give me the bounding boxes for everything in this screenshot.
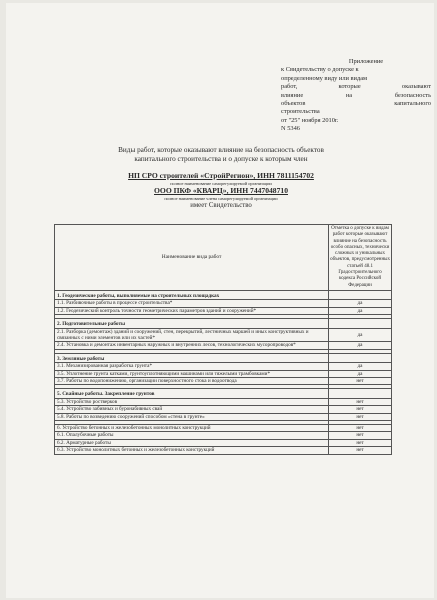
work-name-cell: 5.4. Устройство забивных и буронабивных свай [55, 406, 329, 413]
document-page [6, 3, 434, 598]
permit-cell: нет [329, 378, 392, 385]
table-row [55, 447, 392, 454]
work-name-cell: 5.8. Работы по возведению сооружений способом «стена в грунте» [55, 413, 329, 420]
table-row [55, 370, 392, 377]
appendix-number: N 5346 [281, 125, 300, 133]
sro-name: НП СРО строителей «СтройРегион», ИНН 7811154702 [128, 171, 314, 180]
permit-cell: да [329, 328, 392, 342]
permit-cell: да [329, 300, 392, 307]
column-header-permit: Отметка о допуске к видам работ которые оказывают влияние на безопасность особо опасных, технически сложных и уникальных объектов, предусмотренных статьей 48.1 Градостроительного кодекса Российской Федерации [329, 225, 392, 291]
work-name-cell: 1.1. Разбивочные работы в процессе строительства* [55, 300, 329, 307]
work-name-cell: 1. Геодезические работы, выполняемые на строительных площадках [55, 290, 329, 299]
permit-cell [329, 389, 392, 398]
appendix-date: от "25" ноября 2010г. [281, 116, 339, 124]
appendix-block [281, 58, 431, 134]
table-section-row [55, 290, 392, 299]
work-name-cell: 3. Земляные работы [55, 353, 329, 362]
table-row [55, 398, 392, 405]
permit-cell: нет [329, 432, 392, 439]
permit-cell: да [329, 342, 392, 349]
work-name-cell: 6.2. Арматурные работы [55, 439, 329, 446]
permit-cell [329, 290, 392, 299]
works-table [54, 224, 392, 455]
work-name-cell: 5. Свайные работы. Закрепление грунтов [55, 389, 329, 398]
table-row [55, 439, 392, 446]
table-section-row [55, 319, 392, 328]
table-row [55, 307, 392, 314]
table-row [55, 328, 392, 342]
permit-cell: да [329, 363, 392, 370]
permit-cell: нет [329, 425, 392, 432]
member-name: ООО ПКФ «КВАРЦ», ИНН 7447048710 [154, 186, 288, 195]
appendix-line: строительства [281, 108, 320, 116]
permit-cell: нет [329, 406, 392, 413]
heading-line-2: капитального строительства и о допуске к которым член [134, 155, 308, 164]
work-name-cell: 2.1. Разборка (демонтаж) зданий и сооружений, стен, перекрытий, лестничных маршей и иных конструктивных и связанных с ними элементов или их частей* [55, 328, 329, 342]
permit-cell: нет [329, 439, 392, 446]
appendix-line: объектов капитального [281, 100, 431, 108]
work-name-cell: 3.5. Уплотнение грунта катками, грунтоуплотняющими машинами или тяжелыми трамбовками* [55, 370, 329, 377]
column-header-name: Наименование вида работ [55, 225, 329, 291]
work-name-cell: 5.3. Устройство ростверков [55, 398, 329, 405]
appendix-line: к Свидетельству о допуске к [281, 66, 359, 74]
table-header-row [55, 225, 392, 291]
table-section-row [55, 389, 392, 398]
work-name-cell: 6.1. Опалубочные работы [55, 432, 329, 439]
heading-line-1: Виды работ, которые оказывают влияние на безопасность объектов [118, 146, 324, 154]
table-row [55, 425, 392, 432]
heading-line-3: имеет Свидетельство [190, 202, 252, 209]
permit-cell: да [329, 370, 392, 377]
work-name-cell: 6.3. Устройство монолитных бетонных и железобетонных конструкций [55, 447, 329, 454]
permit-cell: нет [329, 447, 392, 454]
appendix-line: влияние на безопасность [281, 91, 431, 99]
work-name-cell: 1.2. Геодезический контроль точности геометрических параметров зданий и сооружений* [55, 307, 329, 314]
work-name-cell: 2.4. Установка и демонтаж инвентарных наружных и внутренних лесов, технологических мусоропроводов* [55, 342, 329, 349]
appendix-title: Приложение [348, 58, 384, 65]
member-caption: полное наименование члена саморегулируемой организации [164, 196, 278, 201]
work-name-cell: 3.1. Механизированная разработка грунта* [55, 363, 329, 370]
table-row [55, 378, 392, 385]
table-section-row [55, 353, 392, 362]
appendix-line: определенному виду или видам [281, 74, 368, 82]
appendix-line: работ, которые оказывают [281, 83, 431, 91]
table-row [55, 300, 392, 307]
work-name-cell: 2. Подготовительные работы [55, 319, 329, 328]
table-row [55, 363, 392, 370]
heading-text [46, 146, 396, 165]
permit-cell: нет [329, 413, 392, 420]
table-row [55, 432, 392, 439]
table-row [55, 406, 392, 413]
permit-cell: нет [329, 398, 392, 405]
table-row [55, 342, 392, 349]
table-row [55, 413, 392, 420]
work-name-cell: 3.7. Работы по водопонижению, организации поверхностного стока и водоотвода [55, 378, 329, 385]
sro-caption: полное наименование саморегулируемой организации [170, 181, 272, 186]
permit-cell [329, 319, 392, 328]
permit-cell: да [329, 307, 392, 314]
permit-cell [329, 353, 392, 362]
table-body [55, 290, 392, 454]
work-name-cell: 6. Устройство бетонных и железобетонных монолитных конструкций [55, 425, 329, 432]
